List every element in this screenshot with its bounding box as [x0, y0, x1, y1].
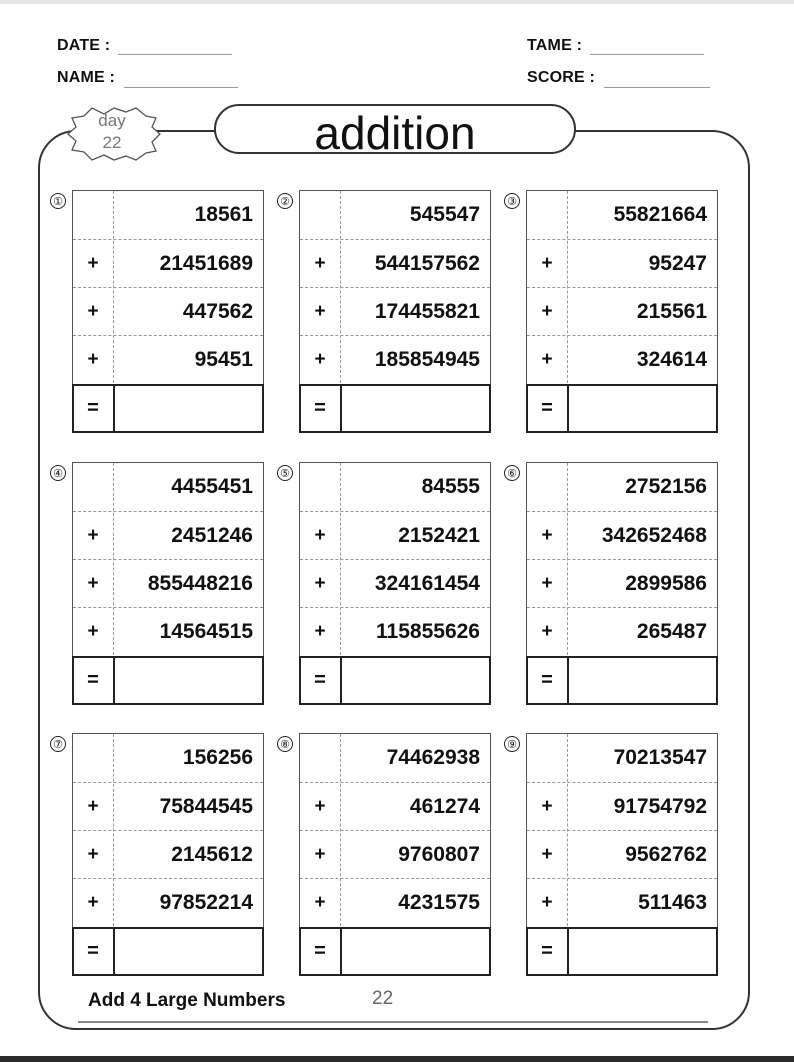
addend-value: 18561 [194, 203, 253, 226]
plus-sign: + [541, 796, 553, 817]
addend-row [300, 239, 490, 288]
addend-value: 2145612 [171, 843, 253, 866]
problem-number: ① [50, 193, 66, 209]
answer-box[interactable] [72, 384, 264, 433]
addend-row [527, 239, 717, 288]
page-bottom-edge [0, 1056, 794, 1062]
addend-row [300, 511, 490, 560]
problem-grid [526, 733, 718, 975]
addend-value: 70213547 [613, 746, 707, 769]
problem-number: ⑥ [504, 465, 520, 481]
problem-number: ⑦ [50, 736, 66, 752]
equals-sign: = [87, 668, 99, 691]
addend-row [73, 559, 263, 608]
problem-grid [526, 190, 718, 432]
addend-row [73, 511, 263, 560]
addend-row [73, 782, 263, 831]
addend-value: 544157562 [374, 252, 480, 275]
addend-row [73, 463, 263, 511]
addend-value: 9562762 [625, 843, 707, 866]
plus-sign: + [87, 525, 99, 546]
addend-row [73, 239, 263, 288]
addend-value: 4455451 [171, 475, 253, 498]
plus-sign: + [314, 892, 326, 913]
answer-divider [567, 658, 569, 703]
addend-row [527, 878, 717, 927]
addend-value: 84555 [421, 475, 480, 498]
addend-row [73, 335, 263, 384]
time-field[interactable] [590, 54, 704, 55]
problem-number: ④ [50, 465, 66, 481]
plus-sign: + [541, 349, 553, 370]
addend-value: 185854945 [374, 348, 480, 371]
date-label: DATE : [57, 37, 111, 54]
addend-value: 855448216 [147, 572, 253, 595]
operator-cell [527, 463, 567, 511]
addend-row [300, 287, 490, 336]
addend-row [527, 335, 717, 384]
plus-sign: + [87, 253, 99, 274]
addend-value: 342652468 [601, 524, 707, 547]
addend-value: 4231575 [398, 891, 480, 914]
equals-sign: = [314, 939, 326, 962]
addend-row [300, 335, 490, 384]
addend-value: 461274 [409, 795, 480, 818]
operator-cell [300, 463, 340, 511]
answer-divider [113, 929, 115, 974]
answer-divider [340, 658, 342, 703]
equals-sign: = [87, 396, 99, 419]
addend-row [527, 191, 717, 239]
answer-box[interactable] [299, 656, 491, 705]
addend-row [300, 463, 490, 511]
answer-box[interactable] [299, 384, 491, 433]
day-badge-text [62, 110, 162, 154]
problem-grid [72, 462, 264, 704]
addend-row [527, 607, 717, 656]
addend-row [527, 830, 717, 879]
problem-number: ⑧ [277, 736, 293, 752]
plus-sign: + [314, 621, 326, 642]
addend-value: 215561 [636, 300, 707, 323]
problem-number: ③ [504, 193, 520, 209]
addend-row [73, 287, 263, 336]
answer-divider [567, 386, 569, 431]
addend-row [300, 878, 490, 927]
plus-sign: + [541, 621, 553, 642]
addend-row [527, 287, 717, 336]
equals-sign: = [87, 939, 99, 962]
answer-box[interactable] [72, 656, 264, 705]
plus-sign: + [314, 301, 326, 322]
addend-value: 21451689 [159, 252, 253, 275]
answer-box[interactable] [299, 927, 491, 976]
name-field[interactable] [124, 87, 238, 88]
addend-value: 324161454 [374, 572, 480, 595]
problem-grid [72, 733, 264, 975]
plus-sign: + [314, 525, 326, 546]
answer-box[interactable] [526, 927, 718, 976]
addend-row [527, 734, 717, 782]
footer-divider [78, 1021, 708, 1023]
addend-value: 174455821 [374, 300, 480, 323]
addend-value: 2752156 [625, 475, 707, 498]
addend-value: 9760807 [398, 843, 480, 866]
addend-value: 74462938 [386, 746, 480, 769]
page-number: 22 [372, 988, 394, 1009]
plus-sign: + [87, 621, 99, 642]
addend-value: 2451246 [171, 524, 253, 547]
addend-value: 324614 [636, 348, 707, 371]
equals-sign: = [541, 668, 553, 691]
day-label: day [98, 111, 126, 130]
time-label: TAME : [527, 37, 583, 54]
addend-row [527, 511, 717, 560]
answer-divider [113, 658, 115, 703]
addend-value: 2152421 [398, 524, 480, 547]
name-label: NAME : [57, 69, 116, 86]
plus-sign: + [314, 573, 326, 594]
answer-divider [340, 929, 342, 974]
plus-sign: + [541, 844, 553, 865]
footer-title: Add 4 Large Numbers [88, 990, 286, 1011]
addend-value: 14564515 [159, 620, 253, 643]
problem-grid [72, 190, 264, 432]
page-top-edge [0, 0, 794, 4]
addend-value: 545547 [409, 203, 480, 226]
plus-sign: + [541, 301, 553, 322]
equals-sign: = [541, 939, 553, 962]
date-field[interactable] [118, 54, 232, 55]
answer-box[interactable] [526, 656, 718, 705]
problem-number: ⑤ [277, 465, 293, 481]
addend-value: 265487 [636, 620, 707, 643]
plus-sign: + [314, 796, 326, 817]
problem-grid [526, 462, 718, 704]
plus-sign: + [314, 349, 326, 370]
operator-cell [300, 734, 340, 782]
plus-sign: + [87, 796, 99, 817]
addend-row [300, 782, 490, 831]
addend-value: 95451 [194, 348, 253, 371]
day-number: 22 [102, 133, 122, 152]
addend-row [527, 559, 717, 608]
answer-box[interactable] [72, 927, 264, 976]
equals-sign: = [541, 396, 553, 419]
score-label: SCORE : [527, 69, 596, 86]
operator-cell [73, 191, 113, 239]
addend-value: 511463 [638, 891, 707, 914]
problem-grid [299, 190, 491, 432]
addend-value: 115855626 [376, 620, 480, 643]
addend-row [73, 607, 263, 656]
page-title: addition [314, 107, 476, 159]
plus-sign: + [87, 844, 99, 865]
plus-sign: + [314, 253, 326, 274]
equals-sign: = [314, 396, 326, 419]
addend-row [73, 191, 263, 239]
plus-sign: + [87, 573, 99, 594]
operator-cell [527, 191, 567, 239]
problem-number: ⑨ [504, 736, 520, 752]
answer-divider [113, 386, 115, 431]
addend-row [73, 734, 263, 782]
addend-value: 2899586 [625, 572, 707, 595]
problem-number: ② [277, 193, 293, 209]
answer-divider [340, 386, 342, 431]
addend-value: 156256 [182, 746, 253, 769]
plus-sign: + [87, 349, 99, 370]
problem-grid [299, 733, 491, 975]
operator-cell [73, 734, 113, 782]
addend-row [300, 734, 490, 782]
plus-sign: + [541, 253, 553, 274]
plus-sign: + [541, 573, 553, 594]
addend-row [300, 559, 490, 608]
addend-value: 95247 [648, 252, 707, 275]
equals-sign: = [314, 668, 326, 691]
score-field[interactable] [604, 87, 710, 88]
operator-cell [73, 463, 113, 511]
plus-sign: + [314, 844, 326, 865]
addend-value: 75844545 [159, 795, 253, 818]
addend-value: 97852214 [159, 891, 253, 914]
problem-grid [299, 462, 491, 704]
addend-row [527, 463, 717, 511]
plus-sign: + [541, 892, 553, 913]
addend-value: 91754792 [613, 795, 707, 818]
answer-box[interactable] [526, 384, 718, 433]
plus-sign: + [87, 892, 99, 913]
addend-value: 55821664 [613, 203, 707, 226]
answer-divider [567, 929, 569, 974]
addend-row [300, 830, 490, 879]
addend-value: 447562 [182, 300, 253, 323]
addend-row [300, 191, 490, 239]
addend-row [73, 878, 263, 927]
plus-sign: + [541, 525, 553, 546]
plus-sign: + [87, 301, 99, 322]
addend-row [300, 607, 490, 656]
addend-row [73, 830, 263, 879]
operator-cell [527, 734, 567, 782]
addend-row [527, 782, 717, 831]
operator-cell [300, 191, 340, 239]
